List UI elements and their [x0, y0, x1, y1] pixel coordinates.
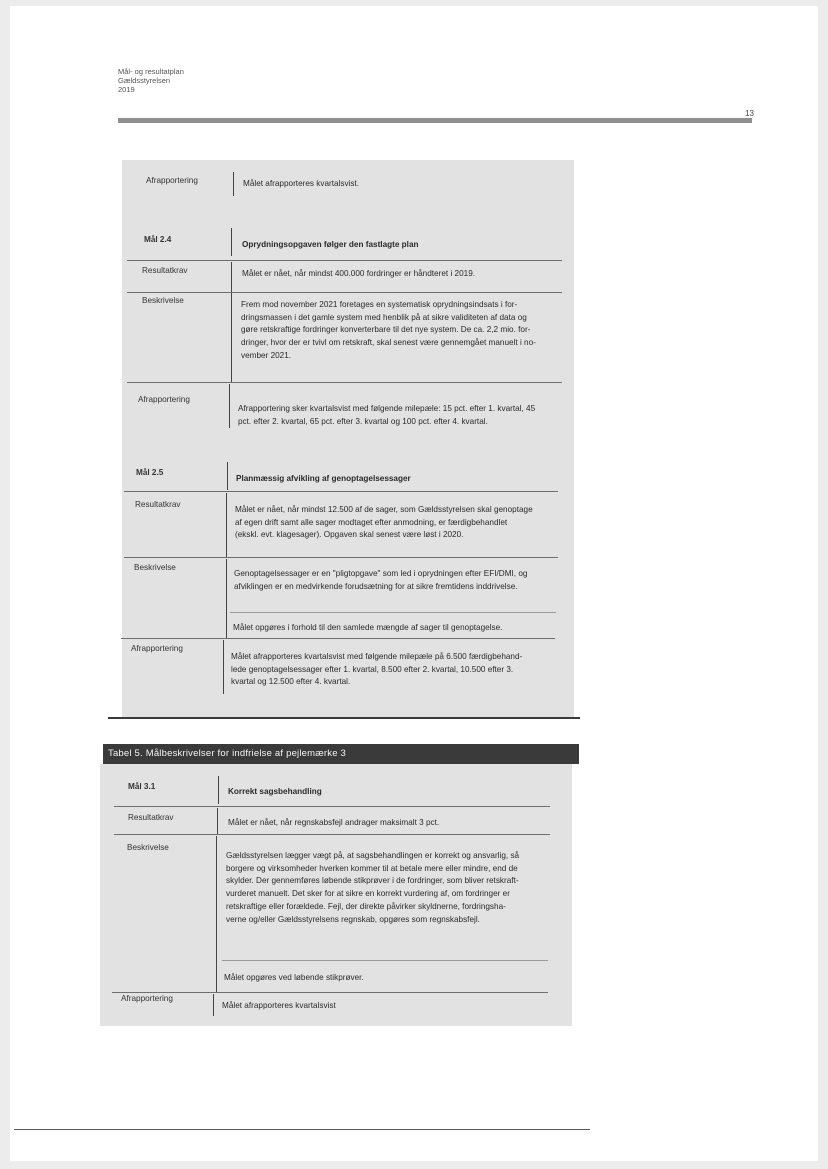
beskrivelse-line: afviklingen er en medvirkende forudsætning for at sikre fremtidens inddrivelse. — [234, 581, 518, 591]
row-rule — [114, 834, 550, 835]
afrapportering-text-1: Målet afrapporteres kvartalsvist. — [243, 179, 360, 188]
column-divider — [218, 776, 219, 804]
row-rule — [124, 557, 558, 558]
afrapportering-line: lede genoptagelsessager efter 1. kvartal, 8.500 efter 2. kvartal, 10.500 efter 3. — [231, 664, 514, 674]
beskrivelse-line: vurderet manuelt. Det sker for at sikre en korrekt vurdering af, om fordringer er — [226, 889, 510, 899]
beskrivelse-line: borgere og virksomheder hverken kommer til at betale mere eller mindre, end de — [226, 863, 518, 873]
label-beskrivelse-3-1: Beskrivelse — [127, 843, 169, 852]
beskrivelse-2-4 — [241, 299, 563, 363]
header-rule — [118, 118, 752, 123]
beskrivelse-line: vember 2021. — [241, 350, 292, 360]
row-rule-dotted — [230, 612, 556, 613]
beskrivelse-line: gøre retskraftige fordringer konverterbare til det nye system. De ca. 2,2 mio. for- — [241, 325, 531, 335]
afrapportering-3-1: Målet afrapporteres kvartalsvist — [222, 1001, 336, 1010]
beskrivelse-note-2-5: Målet opgøres i forhold til den samlede mængde af sager til genoptagelse. — [233, 623, 503, 632]
beskrivelse-note-3-1: Målet opgøres ved løbende stikprøver. — [224, 973, 364, 982]
goal-id-2-4: Mål 2.4 — [144, 235, 172, 244]
beskrivelse-2-5 — [234, 568, 559, 593]
row-rule — [127, 292, 562, 293]
label-resultatkrav-3-1: Resultatkrav — [128, 813, 174, 822]
goal-title-3-1: Korrekt sagsbehandling — [228, 787, 322, 796]
row-rule — [114, 806, 550, 807]
beskrivelse-3-1 — [226, 850, 556, 926]
table-end-rule — [108, 717, 580, 719]
column-divider — [231, 228, 232, 256]
running-header — [118, 67, 184, 94]
afrapportering-line: pct. efter 2. kvartal, 65 pct. efter 3. kvartal og 100 pct. efter 4. kvartal. — [238, 416, 488, 426]
row-rule-dotted — [222, 960, 548, 961]
resultatkrav-2-5 — [235, 504, 560, 542]
footer-rule — [14, 1129, 590, 1130]
goal-title-2-5: Planmæssig afvikling af genoptagelsessager — [236, 474, 411, 483]
column-divider — [223, 640, 224, 694]
label-resultatkrav-2-4: Resultatkrav — [142, 266, 188, 275]
goal-title-2-4: Oprydningsopgaven følger den fastlagte plan — [242, 240, 419, 249]
goal-id-2-5: Mål 2.5 — [136, 468, 164, 477]
beskrivelse-line: verne og/eller Gældsstyrelsens regnskab, opgøres som regnskabsfejl. — [226, 914, 480, 924]
header-line-year: 2019 — [118, 85, 135, 94]
label-beskrivelse-2-4: Beskrivelse — [142, 296, 184, 305]
beskrivelse-line: dringer, hvor der er tvivl om retskraft, skal senest være gennemgået manuelt i no- — [241, 338, 536, 348]
column-divider — [231, 262, 232, 382]
header-line-plan: Mål- og resultatplan — [118, 67, 184, 76]
label-afrapportering-3-1: Afrapportering — [121, 994, 173, 1003]
beskrivelse-line: Gældsstyrelsen lægger vægt på, at sagsbehandlingen er korrekt og ansvarlig, så — [226, 851, 520, 860]
label-resultatkrav-2-5: Resultatkrav — [135, 500, 181, 509]
beskrivelse-line: skylder. Der gennemføres løbende stikprøver i de fordringer, som bliver retskraft- — [226, 876, 519, 886]
column-divider — [226, 559, 227, 639]
afrapportering-2-4 — [238, 403, 563, 428]
beskrivelse-line: Frem mod november 2021 foretages en systematisk oprydningsindsats i for- — [241, 300, 518, 309]
table-caption: Tabel 5. Målbeskrivelser for indfrielse af pejlemærke 3 — [103, 744, 579, 764]
afrapportering-line: Målet afrapporteres kvartalsvist med følgende milepæle på 6.500 færdigbehand- — [231, 652, 523, 661]
afrapportering-line: kvartal og 12.500 efter 4. kvartal. — [231, 677, 351, 687]
row-rule — [124, 491, 558, 492]
page-number: 13 — [745, 109, 754, 118]
column-divider — [213, 994, 214, 1016]
beskrivelse-line: dringsmassen i det gamle system med henblik på at sikre validiteten af data og — [241, 312, 527, 322]
goal-id-3-1: Mål 3.1 — [128, 782, 156, 791]
resultatkrav-line: Målet er nået, når mindst 12.500 af de sager, som Gældsstyrelsen skal genoptage — [235, 505, 533, 514]
column-divider — [229, 384, 230, 428]
beskrivelse-line: Genoptagelsessager er en "pligtopgave" som led i oprydningen efter EFI/DMI, og — [234, 569, 528, 578]
column-divider — [233, 172, 234, 196]
afrapportering-2-5 — [231, 651, 559, 689]
resultatkrav-line: (ekskl. evt. klagesager). Opgaven skal senest være løst i 2020. — [235, 530, 464, 540]
column-divider — [217, 808, 218, 834]
row-rule — [112, 992, 548, 993]
label-afrapportering-2-5: Afrapportering — [131, 644, 183, 653]
column-divider — [226, 493, 227, 557]
header-line-agency: Gældsstyrelsen — [118, 76, 171, 85]
afrapportering-line: Afrapportering sker kvartalsvist med følgende milepæle: 15 pct. efter 1. kvartal, 45 — [238, 404, 536, 413]
beskrivelse-line: retskraftige eller forældede. Fejl, der direkte påvirker skyldnerne, fordringsha- — [226, 901, 506, 911]
resultatkrav-3-1: Målet er nået, når regnskabsfejl andrager maksimalt 3 pct. — [228, 818, 440, 827]
resultatkrav-line: af egen drift samt alle sager modtaget efter anmodning, er færdigbehandlet — [235, 517, 508, 527]
column-divider — [216, 836, 217, 992]
label-afrapportering-1: Afrapportering — [146, 176, 198, 185]
row-rule — [121, 638, 555, 639]
label-afrapportering-2-4: Afrapportering — [138, 395, 190, 404]
label-beskrivelse-2-5: Beskrivelse — [134, 563, 176, 572]
column-divider — [227, 462, 228, 490]
row-rule — [127, 260, 562, 261]
row-rule — [127, 382, 562, 383]
resultatkrav-2-4: Målet er nået, når mindst 400.000 fordringer er håndteret i 2019. — [242, 269, 476, 278]
